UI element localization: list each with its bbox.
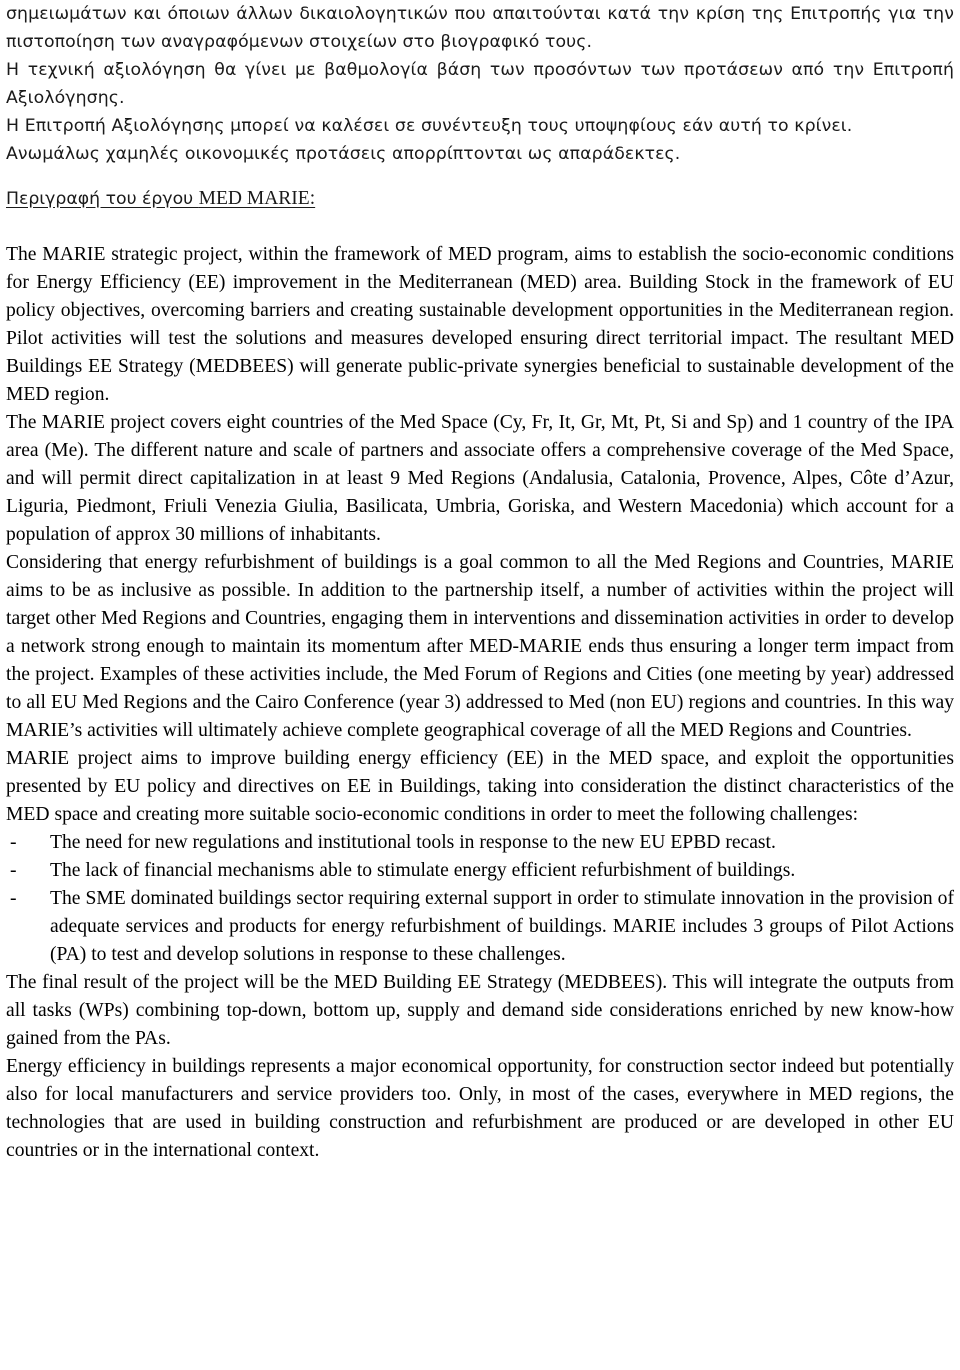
paragraph-inclusive: Considering that energy refurbishment of buildings is a goal common to all the Med Regions and Countries, MARIE aims to be as inclusive as possible. In addition to the partnership itself, a number of activities within the project will target other Med Regions and Countries, engaging them in interventions and dissemination activities in order to develop a network strong enough to maintain its momentum after MED-MARIE ends thus ensuring a longer term impact from the project. Examples of these activities include, the Med Forum of Regions and Cities (one meeting by year) addressed to all EU Med Regions and the Cairo Conference (year 3) addressed to Med (non EU) regions and countries. In this way MARIE’s activities will ultimately achieve complete geographical coverage of all the MED Regions and Countries. [6,552,954,741]
greek-paragraph-rejection: Ανωμάλως χαμηλές οικονομικές προτάσεις απορρίπτονται ως απαράδεκτες. [6,144,681,164]
greek-paragraph-interview: Η Επιτροπή Αξιολόγησης μπορεί να καλέσει σε συνέντευξη τους υποψηφίους εάν αυτή το κρίνει. [6,116,853,136]
project-description [6,241,954,1165]
greek-paragraph-documents: σημειωμάτων και όποιων άλλων δικαιολογητικών που απαιτούνται κατά την κρίση της Επιτροπής για την πιστοποίηση των αναγραφόμενων στοιχείων στο βιογραφικό τους. [6,4,954,52]
challenge-text: The lack of financial mechanisms able to stimulate energy efficient refurbishment of buildings. [50,860,796,881]
greek-paragraph-evaluation: Η τεχνική αξιολόγηση θα γίνει με βαθμολογία βάση των προσόντων των προτάσεων από την Επιτροπή Αξιολόγησης. [6,60,954,108]
list-item [6,885,954,969]
dash-marker: - [10,860,17,881]
paragraph-strategic-project: The MARIE strategic project, within the framework of MED program, aims to establish the socio-economic conditions for Energy Efficiency (EE) improvement in the Mediterranean (MED) area. Building Stock in the framework of EU policy objectives, overcoming barriers and creating sustainable development opportunities in the Mediterranean region. Pilot activities will test the solutions and measures developed ensuring direct territorial impact. The resultant MED Buildings EE Strategy (MEDBEES) will generate public-private synergies beneficial to sustainable development of the MED region. [6,244,954,405]
greek-intro [6,0,954,168]
section-heading-latin: MED MARIE: [198,188,316,209]
paragraph-aims: MARIE project aims to improve building energy efficiency (EE) in the MED space, and exploit the opportunities presented by EU policy and directives on EE in Buildings, taking into consideration the distinct characteristics of the MED space and creating more suitable socio-economic conditions in order to meet the following challenges: [6,748,954,825]
section-heading-greek: Περιγραφή του έργου [6,189,199,209]
list-item [6,829,954,857]
section-heading [6,185,954,213]
paragraph-final-result: The final result of the project will be the MED Building EE Strategy (MEDBEES). This will integrate the outputs from all tasks (WPs) combining top-down, bottom up, supply and demand side considerations enriched by new know-how gained from the PAs. [6,972,954,1049]
challenge-text: The need for new regulations and institutional tools in response to the new EU EPBD recast. [50,832,776,853]
list-item [6,857,954,885]
challenge-text: The SME dominated buildings sector requiring external support in order to stimulate innovation in the provision of adequate services and products for energy refurbishment of buildings. MARIE includes 3 groups of Pilot Actions (PA) to test and develop solutions in response to these challenges. [50,888,954,965]
dash-marker: - [10,888,17,909]
paragraph-countries: The MARIE project covers eight countries of the Med Space (Cy, Fr, It, Gr, Mt, Pt, Si and Sp) and 1 country of the IPA area (Me). The different nature and scale of partners and associate offers a comprehensive coverage of the Med Space, and will permit direct capitalization in at least 9 Med Regions (Andalusia, Catalonia, Provence, Alpes, Côte d’Azur, Liguria, Piedmont, Friuli Venezia Giulia, Basilicata, Umbria, Goriska, and Western Macedonia) which account for a population of approx 30 millions of inhabitants. [6,412,954,545]
challenges-list [6,829,954,969]
dash-marker: - [10,832,17,853]
paragraph-energy-efficiency: Energy efficiency in buildings represents a major economical opportunity, for construction sector indeed but potentially also for local manufacturers and service providers too. Only, in most of the cases, everywhere in MED regions, the technologies that are used in building construction and refurbishment are produced or are developed in other EU countries or in the international context. [6,1056,954,1161]
